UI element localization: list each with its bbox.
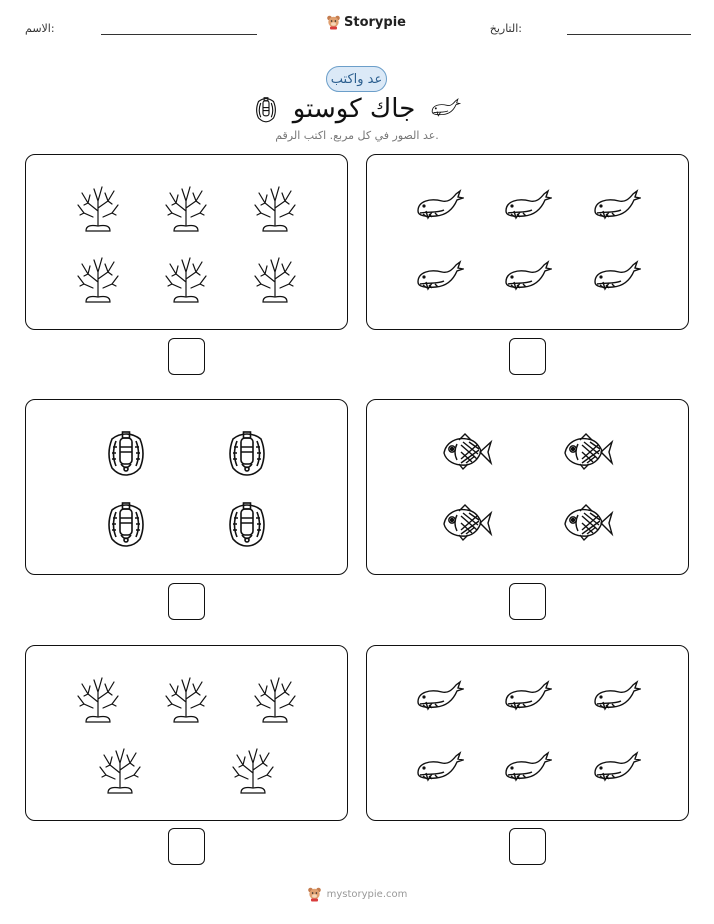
whale-icon bbox=[572, 260, 660, 296]
coral-icon bbox=[54, 743, 187, 795]
count-panel-5 bbox=[366, 645, 689, 821]
count-panel-1 bbox=[366, 154, 689, 330]
whale-icon bbox=[429, 98, 461, 120]
name-line bbox=[101, 34, 257, 35]
whale-icon bbox=[483, 189, 571, 225]
title-row bbox=[0, 92, 714, 126]
storypie-logo bbox=[326, 14, 406, 30]
whale-icon bbox=[572, 680, 660, 716]
scuba-tank-icon bbox=[187, 427, 308, 477]
whale-icon bbox=[395, 260, 483, 296]
answer-box-3[interactable] bbox=[509, 583, 546, 620]
logo-text: Storypie bbox=[344, 14, 406, 30]
fish-icon bbox=[407, 503, 528, 543]
whale-icon bbox=[572, 751, 660, 787]
whale-icon bbox=[395, 751, 483, 787]
page-header bbox=[0, 14, 714, 44]
bear-mascot-icon bbox=[326, 14, 341, 30]
whale-icon bbox=[395, 189, 483, 225]
bear-mascot-icon bbox=[307, 886, 322, 902]
coral-icon bbox=[231, 252, 319, 304]
date-line bbox=[567, 34, 691, 35]
fish-icon bbox=[407, 432, 528, 472]
whale-icon bbox=[572, 189, 660, 225]
activity-badge: عد واكتب bbox=[326, 66, 387, 92]
coral-icon bbox=[142, 181, 230, 233]
whale-icon bbox=[395, 680, 483, 716]
date-label: التاريخ: bbox=[489, 22, 522, 35]
coral-icon bbox=[54, 181, 142, 233]
coral-icon bbox=[54, 252, 142, 304]
count-panel-2 bbox=[25, 154, 348, 330]
fish-icon bbox=[528, 432, 649, 472]
coral-icon bbox=[231, 181, 319, 233]
worksheet-title: جاك كوستو bbox=[292, 94, 416, 124]
answer-box-6[interactable] bbox=[168, 828, 205, 865]
name-label: الاسم: bbox=[25, 22, 55, 35]
count-panel-6 bbox=[25, 645, 348, 821]
answer-box-2[interactable] bbox=[168, 338, 205, 375]
whale-icon bbox=[483, 680, 571, 716]
coral-icon bbox=[187, 743, 320, 795]
answer-box-5[interactable] bbox=[509, 828, 546, 865]
scuba-tank-icon bbox=[187, 498, 308, 548]
instruction-text: عد الصور في كل مربع. اكتب الرقم. bbox=[275, 129, 439, 142]
coral-icon bbox=[142, 252, 230, 304]
coral-icon bbox=[231, 672, 319, 724]
coral-icon bbox=[54, 672, 142, 724]
fish-icon bbox=[528, 503, 649, 543]
page-footer bbox=[0, 886, 714, 902]
scuba-tank-icon bbox=[66, 427, 187, 477]
coral-icon bbox=[142, 672, 230, 724]
count-panel-3 bbox=[366, 399, 689, 575]
whale-icon bbox=[483, 260, 571, 296]
count-panel-4 bbox=[25, 399, 348, 575]
scuba-tank-icon bbox=[253, 94, 279, 124]
footer-url[interactable]: mystorypie.com bbox=[326, 888, 408, 900]
answer-box-4[interactable] bbox=[168, 583, 205, 620]
answer-box-1[interactable] bbox=[509, 338, 546, 375]
scuba-tank-icon bbox=[66, 498, 187, 548]
whale-icon bbox=[483, 751, 571, 787]
